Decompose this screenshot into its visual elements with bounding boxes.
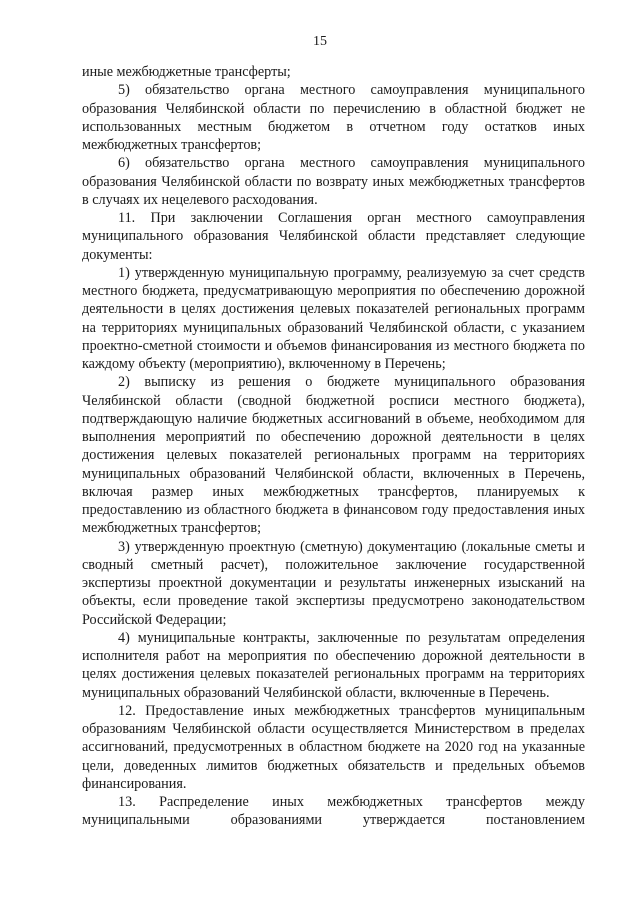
paragraph-doc-3: 3) утвержденную проектную (сметную) документацию (локальные сметы и сводный сметный расчет), положительное заключение государственной экспертизы проектной документации и результаты инженерных изысканий на объекты, если проведение такой экспертизы предусмотрено законодательством Российской Федерации; — [82, 538, 585, 628]
page-number: 15 — [313, 34, 327, 49]
paragraph-clause-12: 12. Предоставление иных межбюджетных трансфертов муниципальным образованиям Челябинской области осуществляется Министерством в пределах ассигнований, предусмотренных в областном бюджете на 2020 год на указанные цели, доведенных лимитов бюджетных обязательств и предельных объемов финансирования. — [82, 702, 585, 792]
paragraph-doc-1: 1) утвержденную муниципальную программу, реализуемую за счет средств местного бюджета, предусматривающую мероприятия по обеспечению дорожной деятельности в целях достижения целевых показателей региональных программ на территориях муниципальных образований Челябинской области, с указанием проектно-сметной стоимости и объемов финансирования из местного бюджета по каждому объекту (мероприятию), включенному в Перечень; — [82, 264, 585, 372]
paragraph-transfers-continuation: иные межбюджетные трансферты; — [82, 64, 291, 80]
paragraph-clause-13: 13. Распределение иных межбюджетных трансфертов между муниципальными образованиями утверждается постановлением — [82, 794, 585, 829]
paragraph-doc-2: 2) выписку из решения о бюджете муниципального образования Челябинской области (сводной бюджетной росписи местного бюджета), подтверждающую наличие бюджетных ассигнований в объеме, необходимом для выполнения мероприятий по обеспечению дорожной деятельности в целях достижения целевых показателей региональных программ на территориях муниципальных образований Челябинской области, включенных в Перечень, включая размер иных межбюджетных трансфертов, планируемых к предоставлению из областного бюджета в финансовом году предоставления иных межбюджетных трансфертов; — [82, 374, 585, 537]
paragraph-clause-11: 11. При заключении Соглашения орган местного самоуправления муниципального образования Челябинской области представляет следующие документы: — [82, 210, 585, 263]
paragraph-item-6: 6) обязательство органа местного самоуправления муниципального образования Челябинской области по возврату иных межбюджетных трансфертов в случаях их нецелевого расходования. — [82, 155, 585, 208]
paragraph-doc-4: 4) муниципальные контракты, заключенные по результатам определения исполнителя работ на мероприятия по обеспечению дорожной деятельности в целях достижения целевых показателей региональных программ на территориях муниципальных образований Челябинской области, включенные в Перечень. — [82, 629, 585, 701]
paragraph-item-5: 5) обязательство органа местного самоуправления муниципального образования Челябинской области по перечислению в областной бюджет не использованных местным бюджетом в отчетном году остатков иных межбюджетных трансфертов; — [82, 82, 585, 153]
document-body — [82, 63, 585, 830]
